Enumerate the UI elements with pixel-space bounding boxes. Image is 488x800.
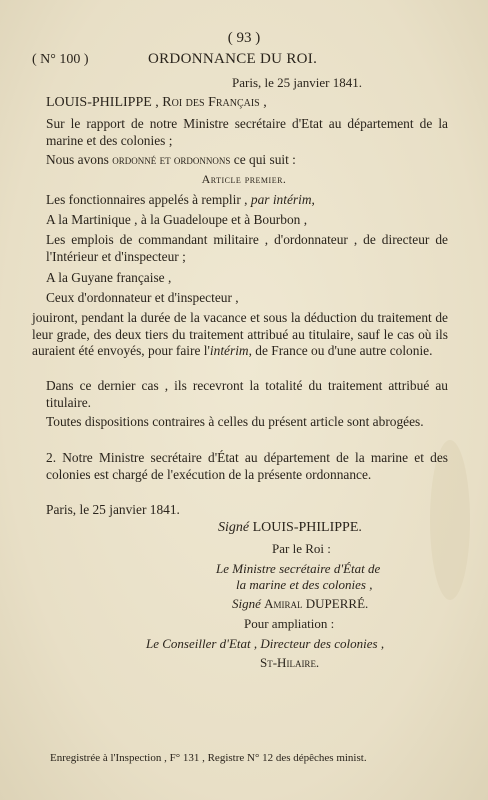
paragraph-inspector: Ceux d'ordonnateur et d'inspecteur , — [46, 290, 239, 305]
article-heading: Article premier. — [201, 172, 287, 186]
minister-line-1: Le Ministre secrétaire d'État de — [216, 561, 381, 576]
ordinance-number: ( N° 100 ) — [32, 52, 89, 67]
counselor-line: Le Conseiller d'Etat , Directeur des colonies , — [146, 636, 385, 651]
document-title: ORDONNANCE DU ROI. — [148, 51, 318, 67]
page-number: ( 93 ) — [227, 30, 261, 46]
king-line — [46, 95, 448, 112]
paragraph-salary: jouiront, pendant la durée de la vacance et sous la déduction du traitement de leur grade, des deux tiers du traitement attribué au titulaire, sauf le cas où ils auraient été envoyés, pour faire l'intérim, de France ou d'une autre colonie. — [32, 310, 448, 358]
ampliation: Pour ampliation : — [244, 616, 335, 631]
by-king: Par le Roi : — [272, 541, 331, 556]
registration-footer: Enregistrée à l'Inspection , F° 131 , Registre N° 12 des dépêches minist. — [50, 752, 367, 764]
paragraph-report: Sur le rapport de notre Ministre secrétaire d'Etat au département de la marine et des colonies ; — [46, 116, 448, 148]
paragraph-guyane: A la Guyane française , — [46, 270, 172, 285]
paragraph-ordain: Nous avons ordonné et ordonnons ce qui suit : — [46, 152, 296, 167]
paragraph-repeal: Toutes dispositions contraires à celles du présent article sont abrogées. — [46, 414, 424, 429]
paragraph-last-case: Dans ce dernier cas , ils recevront la totalité du traitement attribué au titulaire. — [46, 378, 448, 410]
place-date: Paris, le 25 janvier 1841. — [232, 75, 362, 90]
minister-line-2: la marine et des colonies , — [236, 577, 373, 592]
paragraph-officials: Les fonctionnaires appelés à remplir , par intérim, — [46, 192, 315, 207]
paragraph-execution: 2. Notre Ministre secrétaire d'État au département de la marine et des colonies est chargé de l'exécution de la présente ordonnance. — [46, 450, 448, 482]
king-title: Roi des Français , — [162, 95, 267, 110]
counselor-name: St-Hilaire. — [260, 655, 320, 670]
paragraph-islands: A la Martinique , à la Guadeloupe et à Bourbon , — [46, 212, 308, 227]
king-name: LOUIS-PHILIPPE , — [46, 95, 159, 110]
royal-signature: Signé LOUIS-PHILIPPE. — [218, 520, 362, 535]
admiral-signature: Signé Amiral DUPERRÉ. — [232, 596, 369, 611]
closing-date: Paris, le 25 janvier 1841. — [46, 502, 180, 517]
paragraph-posts: Les emplois de commandant militaire , d'ordonnateur , de directeur de l'Intérieur et d'inspecteur ; — [46, 232, 448, 264]
